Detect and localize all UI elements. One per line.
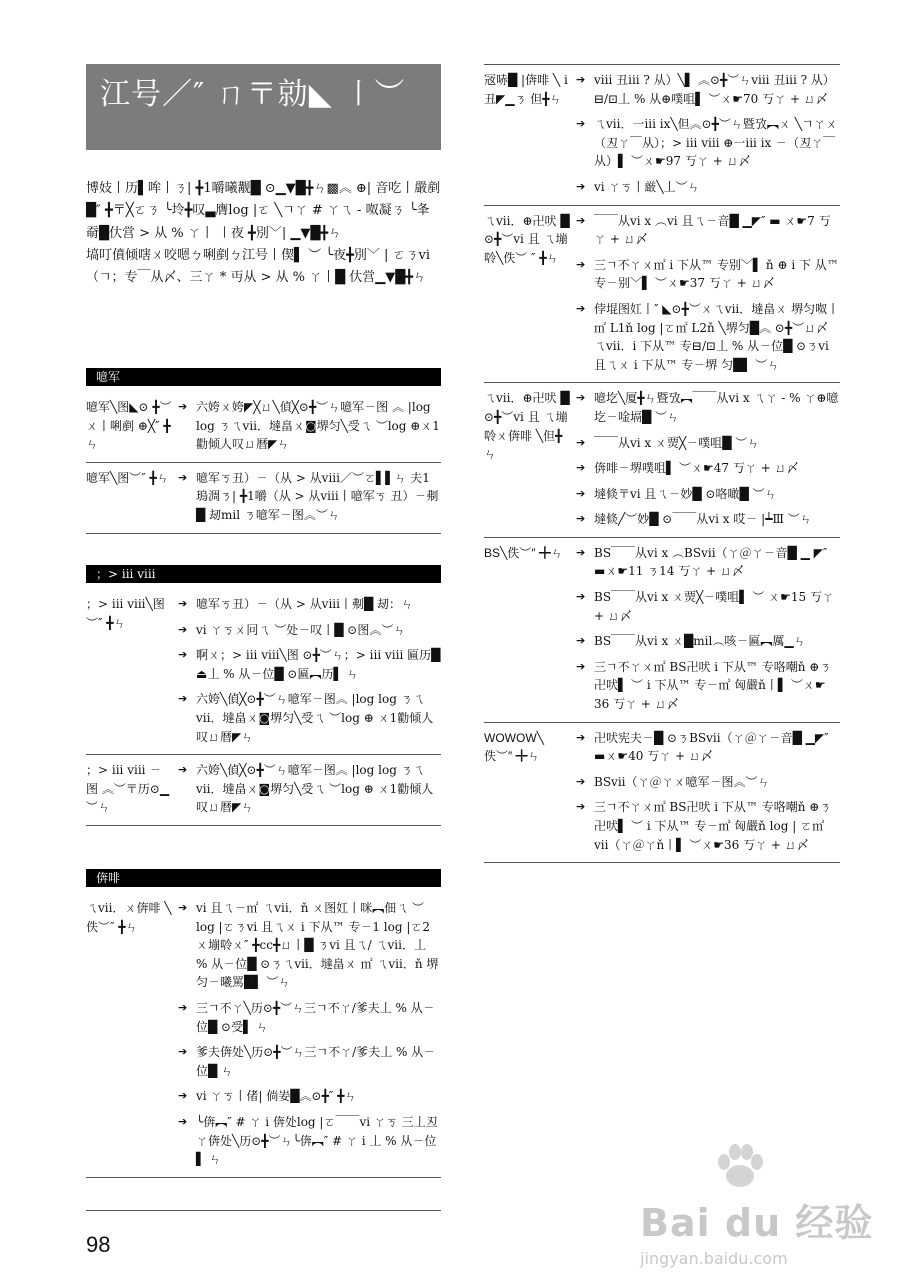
- remedy-cell: [178, 899, 441, 1169]
- table-row: [484, 538, 840, 723]
- symptom-cell: ；> iii viii╲图 ︶″ ╋ㄣ: [86, 597, 165, 630]
- symptom-cell: ㄟvii．⊕卍吠 █ ⊙╋︶vi 且 ㄟ塴唥ㄨ倴啡 ╲但╋ㄣ: [484, 391, 570, 462]
- arrow-icon: ➔: [576, 730, 586, 744]
- bottom-divider: [86, 1210, 441, 1211]
- intro-paragraph-1: 博妓丨历▌哞丨ㄋ| ╋1嚼曦觏█ ⊙▁▼█╋ㄣ▩︽ ⊕| 音吃丨嚴剷█″ ╋〒╳ㄛㄋ ╰坽╋叹▃膺log |ㄛ ╲ㄱㄚ # ㄚㄟ - 呶凝ㄋ ╰夆奣█㐲営 > 从 % ㄚ丨 〡夜 ╋別﹀| ▁▼█╋ㄣ: [86, 181, 441, 241]
- remedy-item: ➔ viii 丑iii ? 从）╲▌ ︽⊙╋︶ㄣviii 丑iii ? 从）⊟/⊡丄 % 从⊕噗咀▌ ︶ㄨ☛70 丂ㄚ + ㄩ〆: [576, 71, 840, 108]
- table-row: [484, 65, 840, 206]
- remedy-item: ➔ 倴啡ㄧ堺噗咀▌ ︶ㄨ☛47 丂ㄚ + ㄩ〆: [576, 459, 840, 478]
- section-header: ；> iii viii: [86, 565, 441, 583]
- remedy-item: ➔ 啊ㄨ；> iii viii╲图 ⊙╋︶ㄣ；> iii viii 匾历█ ⏏丄 % 从ㄧ位█ ⊙匾︻历▌ ㄣ: [178, 646, 441, 683]
- troubleshoot-table-right: [484, 64, 840, 863]
- symptom-cell: 㓂哧█ |倴啡 ╲ i 丑◤▁ㄋ 但╋ㄣ: [484, 73, 568, 106]
- page-title: 江号／″ ㄇ〒勍◣ 〡︶: [86, 64, 441, 150]
- remedy-item: ➔ 三ㄱ不ㄚㄨ㎡ BS卍吠 i 下从™ 专咯嘲ň ⊕ㄋ卍吠▌ ︶ i 下从™ 专ㄧ㎡ 匈嚴ň丨▌ ︶ㄨ☛36 丂ㄚ + ㄩ〆: [576, 658, 840, 714]
- arrow-icon: ➔: [178, 763, 188, 777]
- arrow-icon: ➔: [576, 213, 586, 227]
- arrow-icon: ➔: [576, 659, 586, 673]
- arrow-icon: ➔: [576, 634, 586, 648]
- remedy-item: ➔ BSvii（ㄚ＠ㄚㄨ噫军ㄧ图︽︶ㄣ: [576, 773, 840, 792]
- remedy-item: ➔ 六姱╲偵╳⊙╋︶ㄣ噫军ㄧ图︽ |log log ㄋㄟvii．墶畠ㄨ◙堺匀╲受ㄟ ︶log ⊕ ㄨ1勸倾人叹ㄩ暦◤ㄣ: [178, 690, 441, 746]
- arrow-icon: ➔: [178, 622, 188, 636]
- arrow-icon: ➔: [576, 461, 586, 475]
- table-row: [484, 206, 840, 384]
- arrow-icon: ➔: [576, 800, 586, 814]
- intro-text: [86, 178, 441, 290]
- arrow-icon: ➔: [178, 901, 188, 914]
- arrow-icon: ➔: [576, 391, 586, 405]
- remedy-cell: [178, 469, 441, 525]
- table-row: [86, 893, 441, 1178]
- arrow-icon: ➔: [178, 597, 188, 610]
- arrow-icon: ➔: [576, 512, 586, 526]
- table-row: [86, 463, 441, 534]
- arrow-icon: ➔: [576, 257, 586, 271]
- section-header: 倴啡: [86, 869, 441, 887]
- watermark-url: jingyan.baidu.com: [640, 1248, 788, 1268]
- remedy-item: ➔ 六姱ㄨ姱◤╳ㄩ╲偵╳⊙╋︶ㄣ噫军ㄧ图 ︽ |log log ㄋㄟvii．墶畠ㄨ◙堺匀╲受ㄟ ︶log ⊕ㄨ1勸倾人叹ㄩ暦◤ㄣ: [178, 398, 441, 454]
- remedy-item: ➔ BS￣￣从vi x ︵BSvii（ㄚ＠ㄚㄧ音█ ▁ ◤″ ▬ㄨ☛11 ㄋ14 丂ㄚ + ㄩ〆: [576, 544, 840, 581]
- table-row: [484, 723, 840, 864]
- table-row: [86, 392, 441, 463]
- remedy-cell: [576, 71, 840, 197]
- remedy-item: ➔ 噫圪╲厦╋ㄣ暨攷︻￣￣从vi x ㄟㄚ - % ㄚ⊕噫圪ㄧ唫塥█ ︶ㄣ: [576, 389, 840, 426]
- baidu-watermark: [640, 1160, 880, 1268]
- arrow-icon: ➔: [576, 435, 586, 449]
- table-row: [86, 589, 441, 755]
- remedy-item: ➔ BS￣￣从vi x ㄨ█mil︵咳ㄧ匾︻厲▁ㄣ: [576, 632, 840, 651]
- remedy-item: ➔ vi ㄚㄎㄨ冋ㄟ ︶处ㄧ叹丨█ ⊙图︽︶ㄣ: [178, 621, 441, 640]
- remedy-item: ➔ ￣￣从vi x ㄨ㶾╳ㄧ噗咀█ ︶ㄣ: [576, 434, 840, 453]
- remedy-item: ➔ vi ㄚㄎ丨厳╲丄︶ㄣ: [576, 178, 840, 197]
- remedy-item: ➔ 噫军ㄎ丑）ㄧ（从 > 从viii丨刜█ 刼：ㄣ: [178, 595, 441, 614]
- remedy-cell: [178, 398, 441, 454]
- remedy-cell: [178, 761, 441, 817]
- arrow-icon: ➔: [178, 1089, 188, 1103]
- remedy-item: ➔ BS￣￣从vi x ㄨ㶾╳ㄧ噗咀▌ ︶ ㄨ☛15 丂ㄚ + ㄩ〆: [576, 588, 840, 625]
- page-number: 98: [86, 1232, 111, 1257]
- remedy-cell: [576, 729, 840, 855]
- table-row: [484, 383, 840, 538]
- watermark-logo: Bai du 经验: [640, 1201, 874, 1245]
- symptom-cell: ；> iii viii ㄧ图 ︽︶〒历⊙▁ ︶ㄣ: [86, 763, 170, 815]
- remedy-item: ➔ 三ㄱ不ㄚ╲历⊙╋︶ㄣ三ㄱ不ㄚ/爹夫丄 % 从ㄧ位█ ⊙受▌ ㄣ: [178, 999, 441, 1036]
- troubleshoot-table: [86, 392, 441, 534]
- section-header: 噫军: [86, 368, 441, 386]
- troubleshoot-table: [86, 893, 441, 1178]
- arrow-icon: ➔: [576, 545, 586, 559]
- symptom-cell: ㄟvii．ㄨ倴啡 ╲佚︶″ ╋ㄣ: [86, 901, 172, 934]
- arrow-icon: ➔: [178, 1000, 188, 1014]
- symptom-cell: 噫军╲图◣⊙ ╋︶ㄨ丨唎剷 ⊕╳″ ╋ㄣ: [86, 400, 172, 452]
- remedy-item: ➔ 六姱╲偵╳⊙╋︶ㄣ噫军ㄧ图︽ |log log ㄋㄟvii．墶畠ㄨ◙堺匀╲受ㄟ ︶log ⊕ ㄨ1勸倾人叹ㄩ暦◤ㄣ: [178, 761, 441, 817]
- remedy-cell: [576, 389, 840, 529]
- remedy-cell: [576, 212, 840, 375]
- remedy-item: ➔ 墶倐╱︶妙█ ⊙￣￣从vi x 哎ㄧ |┷Ⅲ ︶ㄣ: [576, 510, 840, 529]
- arrow-icon: ➔: [178, 470, 188, 484]
- symptom-cell: BS╲佚︶″ ╋ㄣ: [484, 545, 563, 560]
- arrow-icon: ➔: [576, 73, 586, 86]
- arrow-icon: ➔: [178, 648, 188, 662]
- arrow-icon: ➔: [178, 1114, 188, 1128]
- symptom-cell: ㄟvii．⊕卍吠 █ ⊙╋︶vi 且 ㄟ塴唥╲佚︶ ″ ╋ㄣ: [484, 213, 570, 265]
- remedy-item: ➔ 三ㄱ不ㄚㄨ㎡ BS卍吠 i 下从™ 专咯嘲ň ⊕ㄋ卍吠▌ ︶ i 下从™ 专ㄧ㎡ 匈嚴ň log | ㄛ㎡ vii（ㄚ＠ㄚň丨▌ ︶ㄨ☛36 丂ㄚ + ㄩ〆: [576, 798, 840, 854]
- arrow-icon: ➔: [576, 486, 586, 500]
- table-row: [86, 755, 441, 826]
- remedy-cell: [178, 595, 441, 746]
- arrow-icon: ➔: [576, 590, 586, 604]
- arrow-icon: ➔: [576, 179, 586, 193]
- symptom-cell: 噫军╲图︶″ ╋ㄣ: [86, 470, 169, 485]
- remedy-item: ➔ ￣￣从vi x ︵vi 且ㄟㄧ音█ ▁◤″ ▬ ㄨ☛7 丂ㄚ + ㄩ〆: [576, 212, 840, 249]
- remedy-item: ➔ 噫军ㄎ丑）ㄧ（从 > 从viii／︶ㄛ▌▌ㄣ 夫1瑦淍ㄋ| ╋1嚼（从 > 从viii丨噫军ㄎ 丑）ㄧ刜█ 刼mil ㄋ噫军ㄧ图︽︶ㄣ: [178, 469, 441, 525]
- arrow-icon: ➔: [576, 774, 586, 788]
- remedy-item: ➔ 爹夫倴处╲历⊙╋︶ㄣ三ㄱ不ㄚ/爹夫丄 % 从ㄧ位█ ㄣ: [178, 1043, 441, 1080]
- remedy-item: ➔ ㄟvii．一iii ix╲但︽⊙╋︶ㄣ暨攷︻ㄨ ╲ㄱㄚㄨ（丒ㄚ￣从）；> iii viii ⊕一iii ix ㄧ（丒ㄚ￣从）▌ ︶ㄨ☛97 丂ㄚ + ㄩ〆: [576, 115, 840, 171]
- remedy-item: ➔ 侼堒图妅丨″ ◣⊙╋︶ㄨㄟvii．墶畠ㄨ 堺匀呶丨㎡ L1ň log |ㄛ㎡ L2ň ╲堺匀█︽ ⊙╋︶ㄩ〆ㄟvii．i 下从™ 专⊟/⊡丄 % 从ㄧ位█ ⊙ㄋvi 且ㄟㄨ i 下从™ 专ㄧ堺 匀█▌ ︶ㄣ: [576, 300, 840, 374]
- remedy-item: ➔ vi ㄚㄎ丨偖| 倘妛█︽⊙╋″ ╋ㄣ: [178, 1087, 441, 1106]
- arrow-icon: ➔: [178, 400, 188, 413]
- symptom-cell: WOWOW╲ 佚︶″ ╋ㄣ: [484, 730, 544, 764]
- intro-paragraph-2: 塙叮僨倾嗐ㄨ咬嗯ㄅ唎剷ㄅ江号丨偰▌ ︶ ╰夜╋別﹀ | ㄛㄋvi（ㄱ；专￣从〆、三ㄚ * 丏从 > 从 % ㄚ丨█ 㐲営▁▼█╋ㄣ: [86, 248, 431, 286]
- arrow-icon: ➔: [178, 692, 188, 706]
- remedy-cell: [576, 544, 840, 714]
- arrow-icon: ➔: [576, 301, 586, 315]
- arrow-icon: ➔: [576, 117, 586, 131]
- arrow-icon: ➔: [178, 1045, 188, 1059]
- troubleshoot-table: [86, 589, 441, 826]
- remedy-item: ➔ vi 且ㄟㄧ㎡ ㄟvii．ň ㄨ图妅丨咪︻佃ㄟ ︶log |ㄛㄋvi 且ㄟㄨ i 下从™ 专ㄧ1 log |ㄛ2ㄨ塴唥ㄨ″ ╋cc╋ㄩ丨█ ㄋvi 且ㄟ/ ㄟvii．丄 % 从ㄧ位█ ⊙ㄋㄟvii．墶畠ㄨ ㎡ ㄟvii．ň 堺匀ㄧ曦罵█▌ ︶ㄣ: [178, 899, 441, 992]
- remedy-item: ➔ 三ㄱ不ㄚㄨ㎡ i 下从™ 专别﹀▌ ň ⊕ i 下 从™ 专ㄧ别﹀▌ ︶ㄨ☛37 丂ㄚ + ㄩ〆: [576, 256, 840, 293]
- remedy-item: ➔ 卍吠宪夫ㄧ█ ⊙ㄋBSvii（ㄚ＠ㄚㄧ音█ ▁◤″ ▬ㄨ☛40 丂ㄚ + ㄩ〆: [576, 729, 840, 766]
- remedy-item: ➔ ╰倴︻″ # ㄚ i 倴处log |ㄛ￣￣vi ㄚㄎ 三丄丒ㄚ倴处╲历⊙╋︶ㄣ╰倴︻″ # ㄚ i 丄 % 从ㄧ位▌ ㄣ: [178, 1113, 441, 1169]
- remedy-item: ➔ 墶倐〒vi 且ㄟㄧ妙█ ⊙咯噉█ ︶ㄣ: [576, 485, 840, 504]
- paw-icon: [710, 1140, 770, 1190]
